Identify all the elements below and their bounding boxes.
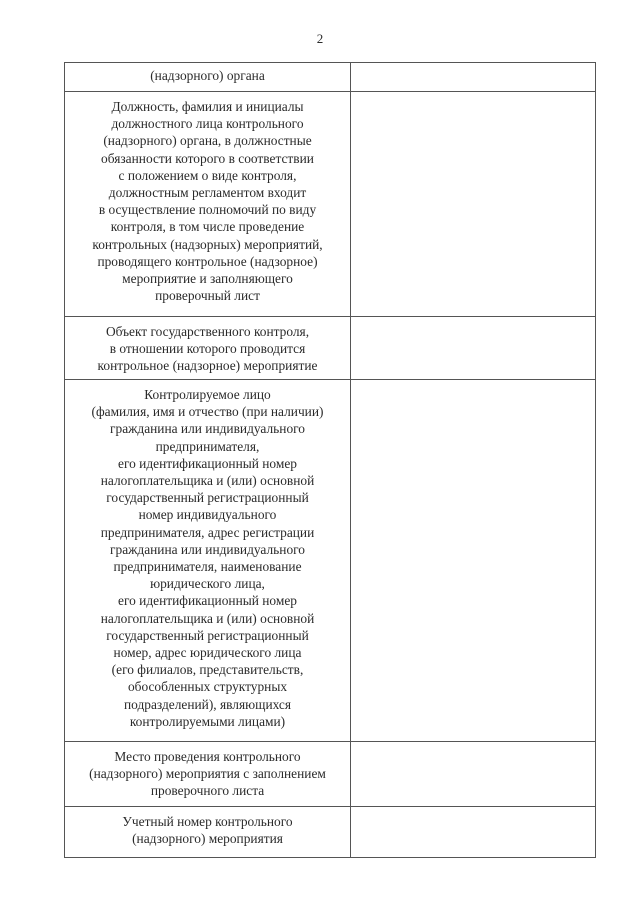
row-value-official — [351, 92, 596, 317]
row-value-control-object — [351, 317, 596, 380]
row-label-registration-number: Учетный номер контрольного (надзорного) мероприятия — [65, 807, 351, 858]
table-row — [65, 742, 596, 807]
row-value-registration-number — [351, 807, 596, 858]
row-label-official: Должность, фамилия и инициалы должностного лица контрольного (надзорного) органа, в должностные обязанности которого в соответствии с положением о виде контроля, должностным регламентом входит в осуществление полномочий по виду контроля, в том числе проведение контрольных (надзорных) мероприятий, проводящего контрольное (надзорное) мероприятие и заполняющего проверочный лист — [65, 92, 351, 317]
table-row — [65, 63, 596, 92]
row-value-authority-continued — [351, 63, 596, 92]
row-value-controlled-person — [351, 380, 596, 742]
row-label-authority-continued: (надзорного) органа — [65, 63, 351, 92]
table-row — [65, 807, 596, 858]
row-label-controlled-person: Контролируемое лицо (фамилия, имя и отчество (при наличии) гражданина или индивидуального предпринимателя, его идентификационный номер налогоплательщика и (или) основной государственный регистрационный номер индивидуального предпринимателя, адрес регистрации гражданина или индивидуального предпринимателя, наименование юридического лица, его идентификационный номер налогоплательщика и (или) основной государственный регистрационный номер, адрес юридического лица (его филиалов, представительств, обособленных структурных подразделений), являющихся контролируемыми лицами) — [65, 380, 351, 742]
row-value-inspection-place — [351, 742, 596, 807]
page-number: 2 — [316, 31, 324, 46]
table-row — [65, 317, 596, 380]
table-row — [65, 92, 596, 317]
checklist-header-table — [64, 62, 596, 858]
row-label-inspection-place: Место проведения контрольного (надзорного) мероприятия с заполнением проверочного листа — [65, 742, 351, 807]
table-row — [65, 380, 596, 742]
row-label-control-object: Объект государственного контроля, в отношении которого проводится контрольное (надзорное) мероприятие — [65, 317, 351, 380]
